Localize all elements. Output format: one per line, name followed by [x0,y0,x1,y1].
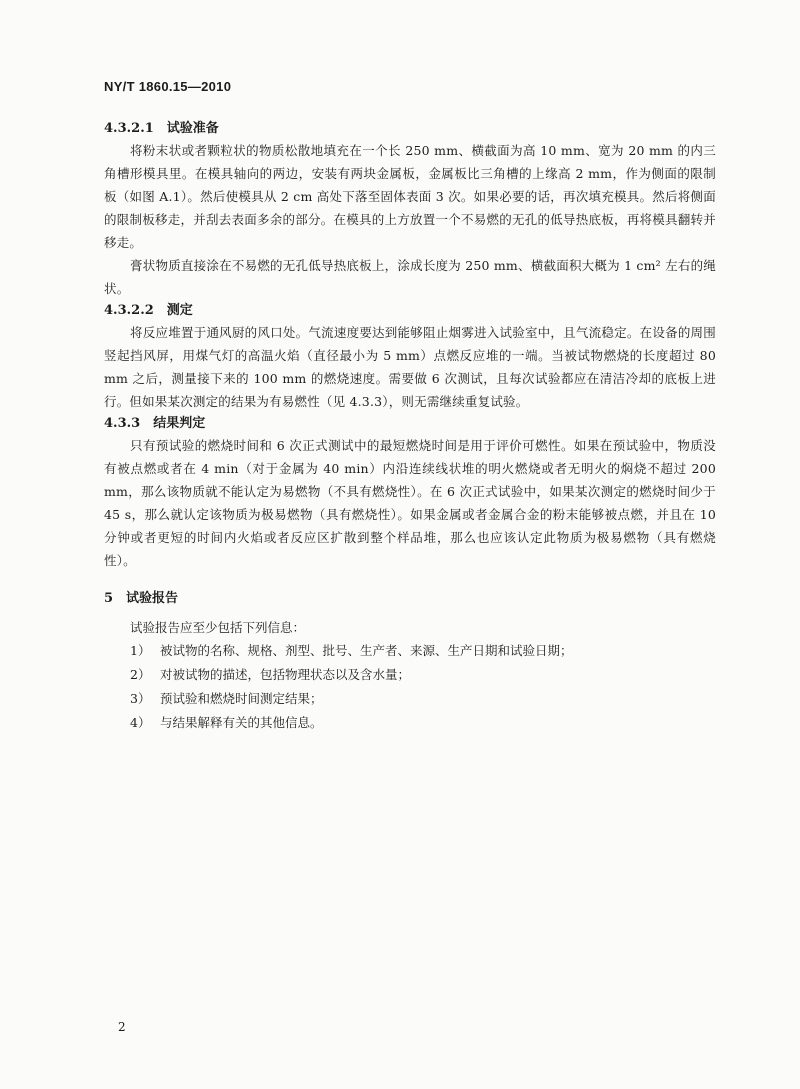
list-item-text: 与结果解释有关的其他信息。 [160,715,323,730]
section-4-3-2-2 [104,300,716,413]
document-body [104,118,716,735]
section-heading: 4.3.2.1 试验准备 [104,121,219,136]
paragraph: 将粉末状或者颗粒状的物质松散地填充在一个长 250 mm、横截面为高 10 mm、宽为 20 mm 的内三角槽形模具里。在模具轴向的两边，安装有两块金属板，金属板比三角槽的上缘高 2 mm，作为侧面的限制板（如图 A.1）。然后使模具从 2 cm 高处下落至固体表面 3 次。如果必要的话，再次填充模具。然后将侧面的限制板移走，并刮去表面多余的部分。在模具的上方放置一个不易燃的无孔的低导热底板，再将模具翻转并移走。 [104,143,716,250]
list-item-text: 被试物的名称、规格、剂型、批号、生产者、来源、生产日期和试验日期； [160,643,573,658]
section-4-3-3 [104,413,716,572]
list-item-number: 4） [130,715,151,730]
list-item [104,663,716,687]
list-item-text: 对被试物的描述，包括物理状态以及含水量； [160,667,411,682]
report-intro: 试验报告应至少包括下列信息： [130,620,306,635]
list-item-number: 1） [130,643,151,658]
paragraph: 只有预试验的燃烧时间和 6 次正式测试中的最短燃烧时间是用于评价可燃性。如果在预试验中，物质没有被点燃或者在 4 min（对于金属为 40 min）内沿连续线状堆的明火燃烧或者无明火的焖烧不超过 200 mm，那么该物质就不能认定为易燃物（不具有燃烧性）。在 6 次正式试验中，如果某次测定的燃烧时间少于 45 s，那么就认定该物质为极易燃物（具有燃烧性）。如果金属或者金属合金的粉末能够被点燃，并且在 10 分钟或者更短的时间内火焰或者反应区扩散到整个样品堆，那么也应该认定此物质为极易燃物（具有燃烧性）。 [104,438,716,568]
section-heading: 5 试验报告 [104,591,179,606]
list-item-text: 预试验和燃烧时间测定结果； [160,691,323,706]
list-item-number: 3） [130,691,151,706]
standard-code-header: NY/T 1860.15—2010 [104,79,232,94]
section-4-3-2-1 [104,118,716,300]
list-item [104,639,716,663]
list-item [104,711,716,735]
paragraph: 膏状物质直接涂在不易燃的无孔低导热底板上，涂成长度为 250 mm、横截面积大概为 1 cm² 左右的绳状。 [104,258,716,296]
list-item [104,687,716,711]
section-5-report [104,588,716,735]
report-item-list [104,639,716,735]
section-heading: 4.3.3 结果判定 [104,416,206,431]
page-number: 2 [118,1020,126,1034]
section-heading: 4.3.2.2 测定 [104,303,193,318]
list-item-number: 2） [130,667,151,682]
paragraph: 将反应堆置于通风厨的风口处。气流速度要达到能够阻止烟雾进入试验室中，且气流稳定。在设备的周围竖起挡风屏，用煤气灯的高温火焰（直径最小为 5 mm）点燃反应堆的一端。当被试物燃烧的长度超过 80 mm 之后，测量接下来的 100 mm 的燃烧速度。需要做 6 次测试，且每次试验都应在清洁冷却的底板上进行。但如果某次测定的结果为有易燃性（见 4.3.3），则无需继续重复试验。 [104,325,716,409]
